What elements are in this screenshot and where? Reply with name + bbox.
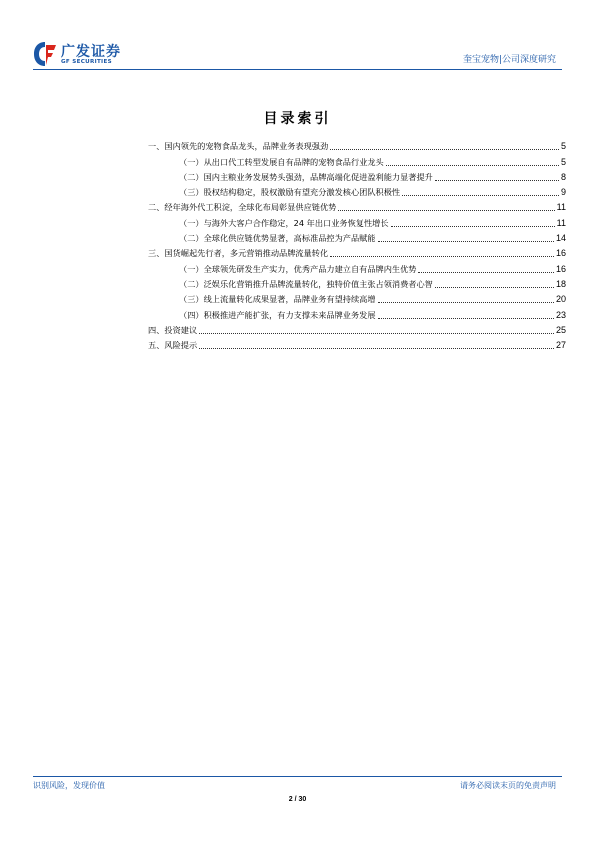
toc-leader-dots: [402, 195, 559, 196]
toc-leader-dots: [330, 149, 559, 150]
gf-securities-logo: [33, 41, 133, 69]
toc-entry-text: （二）全球化供应链优势显著，高标准品控为产品赋能: [179, 233, 376, 244]
toc-entry[interactable]: [148, 168, 566, 183]
report-info: 奎宝宠物|公司深度研究: [462, 55, 556, 65]
toc-entry-page: 18: [555, 278, 566, 289]
toc-leader-dots: [378, 318, 554, 319]
toc-entry-page: 5: [560, 156, 566, 167]
toc-entry-page: 16: [555, 248, 566, 259]
toc-entry-page: 23: [555, 309, 566, 320]
toc-leader-dots: [199, 333, 554, 334]
page-number: 2 / 30: [288, 796, 307, 803]
footer-disclaimer-note: 请务必阅读末页的免责声明: [460, 781, 556, 790]
toc-entry-page: 14: [555, 233, 566, 244]
toc-entry-text: （一）与海外大客户合作稳定，24 年出口业务恢复性增长: [179, 217, 389, 228]
toc-entry[interactable]: [148, 213, 566, 228]
footer-divider: [33, 776, 562, 777]
logo-english-name: GF SECURITIES: [61, 59, 112, 65]
header-divider: [33, 69, 562, 70]
toc-entry-text: 五、风险提示: [148, 340, 198, 351]
logo-chinese-name: 广发证券: [61, 44, 121, 60]
toc-entry-page: 20: [555, 294, 566, 305]
page-header: [0, 0, 595, 72]
toc-entry[interactable]: [148, 336, 566, 351]
toc-leader-dots: [378, 302, 554, 303]
toc-title: 目录索引: [263, 111, 332, 127]
toc-entry-text: （三）线上流量转化成果显著，品牌业务有望持续高增: [179, 294, 376, 305]
toc-entry[interactable]: [148, 152, 566, 167]
toc-entry[interactable]: [148, 275, 566, 290]
toc-entry[interactable]: [148, 229, 566, 244]
toc-entry-text: （三）股权结构稳定，股权激励有望充分激发核心团队积极性: [179, 187, 401, 198]
toc-entry[interactable]: [148, 290, 566, 305]
toc-entry[interactable]: [148, 198, 566, 213]
toc-leader-dots: [391, 226, 555, 227]
toc-entry[interactable]: [148, 183, 566, 198]
toc-entry-text: （四）积极推进产能扩张，有力支撑未来品牌业务发展: [179, 309, 376, 320]
toc-leader-dots: [338, 210, 554, 211]
toc-leader-dots: [330, 256, 554, 257]
toc-entry-text: （一）从出口代工转型发展自有品牌的宠物食品行业龙头: [179, 156, 384, 167]
toc-entry-text: 二、经年海外代工积淀，全球化布局彰显供应链优势: [148, 202, 337, 213]
toc-leader-dots: [199, 348, 554, 349]
toc-entry-text: 四、投资建议: [148, 324, 198, 335]
toc-entry-page: 5: [560, 141, 566, 152]
toc-entry[interactable]: [148, 244, 566, 259]
toc-leader-dots: [378, 241, 554, 242]
toc-entry-page: 11: [556, 217, 566, 228]
toc-entry[interactable]: [148, 259, 566, 274]
toc-entry[interactable]: [148, 305, 566, 320]
toc-leader-dots: [386, 165, 559, 166]
table-of-contents: [148, 137, 566, 351]
gf-logo-mark-icon: [33, 41, 57, 67]
toc-entry-text: （一）全球领先研发生产实力，优秀产品力建立自有品牌内生优势: [179, 263, 417, 274]
toc-leader-dots: [435, 180, 559, 181]
toc-entry-page: 25: [555, 324, 566, 335]
toc-entry-page: 16: [555, 263, 566, 274]
toc-entry-page: 11: [556, 202, 566, 213]
toc-leader-dots: [435, 287, 554, 288]
toc-entry-text: 一、国内领先的宠物食品龙头，品牌业务表现强劲: [148, 141, 329, 152]
toc-entry[interactable]: [148, 137, 566, 152]
toc-entry-text: （二）泛娱乐化营销推升品牌流量转化，独特价值主张占领消费者心智: [179, 278, 433, 289]
toc-entry-page: 8: [560, 171, 566, 182]
toc-entry-page: 27: [555, 340, 566, 351]
toc-entry-text: （二）国内主粮业务发展势头强劲，品牌高端化促进盈利能力显著提升: [179, 171, 433, 182]
toc-leader-dots: [418, 272, 554, 273]
footer-slogan: 识别风险，发现价值: [33, 781, 105, 790]
toc-entry-page: 9: [560, 187, 566, 198]
toc-entry[interactable]: [148, 321, 566, 336]
toc-entry-text: 三、国货崛起先行者，多元营销推动品牌流量转化: [148, 248, 329, 259]
